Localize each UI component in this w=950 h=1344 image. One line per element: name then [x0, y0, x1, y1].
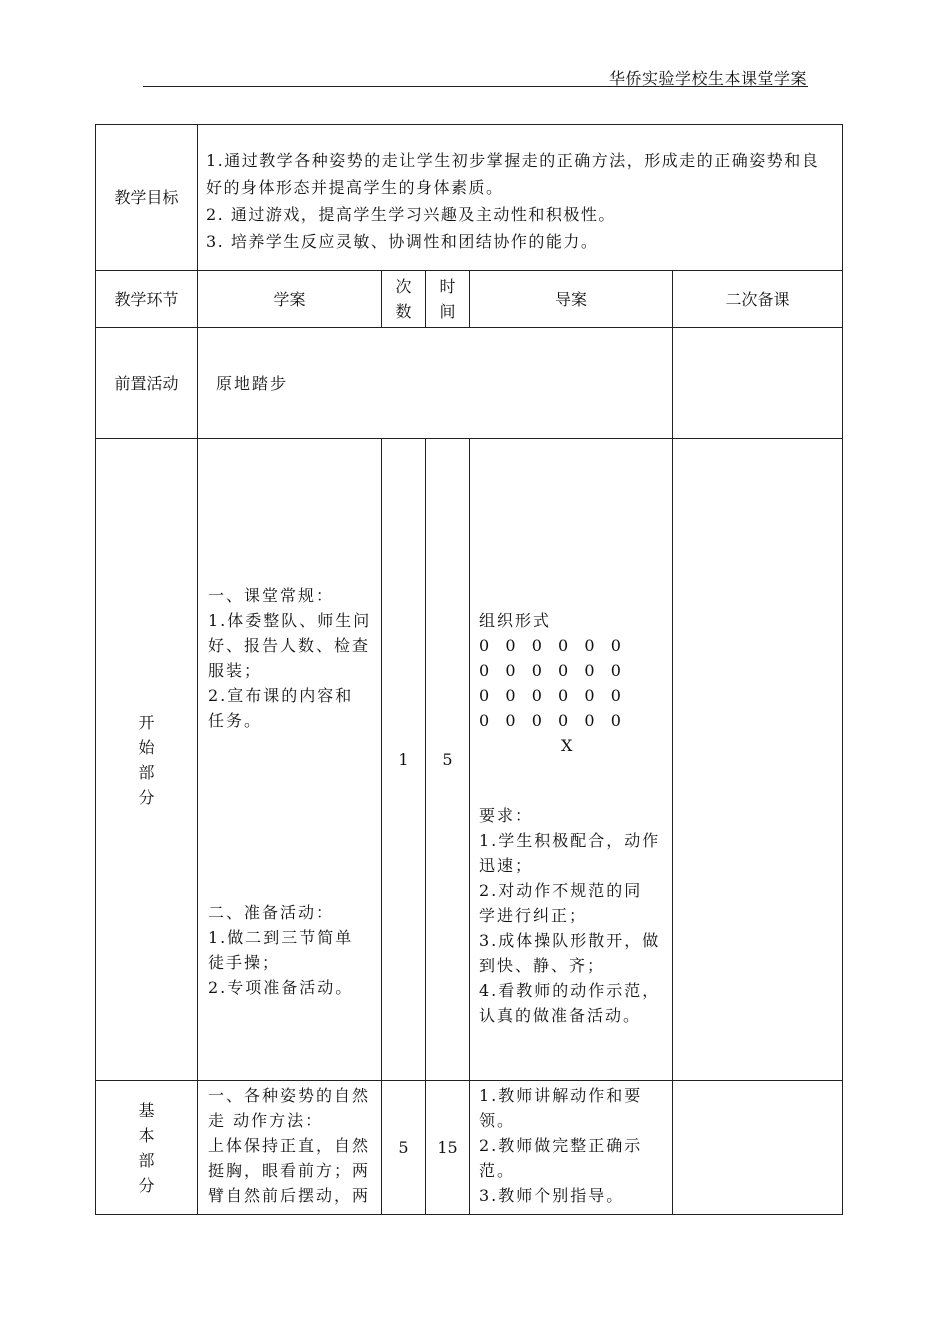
goals-label: 教学目标: [96, 125, 198, 271]
count-header: 次 数: [382, 271, 426, 328]
study-warmup-block: 二、准备活动： 1.做二到三节简单 徒手操； 2.专项准备活动。: [208, 903, 354, 997]
formation-row: 0 0 0 0 0 0: [479, 711, 623, 730]
basic-count: 5: [382, 1081, 426, 1215]
pre-activity-content: 原地踏步: [198, 328, 673, 439]
formation-block: 组织形式 0 0 0 0 0 0 0 0 0 0 0 0 0 0 0 0 0 0 0 0 0 0 0 0 X: [479, 608, 666, 758]
basic-label: 基 本 部 分: [96, 1081, 198, 1215]
goals-row: [96, 125, 843, 271]
opening-row: [96, 439, 843, 1081]
stage-header: 教学环节: [96, 271, 198, 328]
requirements-block: 要求： 1.学生积极配合，动作 迅速； 2.对动作不规范的同 学进行纠正； 3.成体操队形散开，做 到快、静、齐； 4.看教师的动作示范， 认真的做准备活动。: [479, 806, 661, 1025]
pre-activity-label: 前置活动: [96, 328, 198, 439]
opening-guide: [470, 439, 673, 1081]
goal-item: 1.通过教学各种姿势的走让学生初步掌握走的正确方法，形成走的正确姿势和良好的身体形态并提高学生的身体素质。: [206, 151, 820, 197]
goal-item: 3. 培养学生反应灵敏、协调性和团结协作的能力。: [206, 232, 599, 251]
pre-activity-row: [96, 328, 843, 439]
formation-row: 0 0 0 0 0 0: [479, 636, 623, 655]
formation-row: 0 0 0 0 0 0: [479, 686, 623, 705]
goals-content: [198, 125, 843, 271]
lesson-plan-table: [95, 124, 843, 1215]
opening-count: 1: [382, 439, 426, 1081]
school-header-title: 华侨实验学校生本课堂学案: [608, 69, 807, 88]
goal-item: 2. 通过游戏，提高学生学习兴趣及主动性和积极性。: [206, 205, 616, 224]
opening-label: 开 始 部 分: [96, 439, 198, 1081]
opening-time: 5: [426, 439, 470, 1081]
teacher-mark: X: [561, 736, 575, 755]
basic-time: 15: [426, 1081, 470, 1215]
basic-guide: 1.教师讲解动作和要 领。 2.教师做完整正确示 范。 3.教师个别指导。: [470, 1081, 673, 1215]
study-routine-block: 一、课堂常规： 1.体委整队、师生问 好、报告人数、检查 服装； 2.宣布课的内容和 任务。: [208, 586, 372, 730]
column-header-row: [96, 271, 843, 328]
opening-second-prep: [673, 439, 843, 1081]
time-header: 时 间: [426, 271, 470, 328]
pre-activity-second-prep: [673, 328, 843, 439]
second-prep-header: 二次备课: [673, 271, 843, 328]
opening-study: [198, 439, 382, 1081]
study-header: 学案: [198, 271, 382, 328]
basic-study: 一、各种姿势的自然 走 动作方法： 上体保持正直，自然 挺胸，眼看前方；两 臂自然前后摆动，两: [198, 1081, 382, 1215]
basic-row: [96, 1081, 843, 1215]
basic-second-prep: [673, 1081, 843, 1215]
guide-header: 导案: [470, 271, 673, 328]
header-rule: [143, 86, 808, 87]
formation-row: 0 0 0 0 0 0: [479, 661, 623, 680]
